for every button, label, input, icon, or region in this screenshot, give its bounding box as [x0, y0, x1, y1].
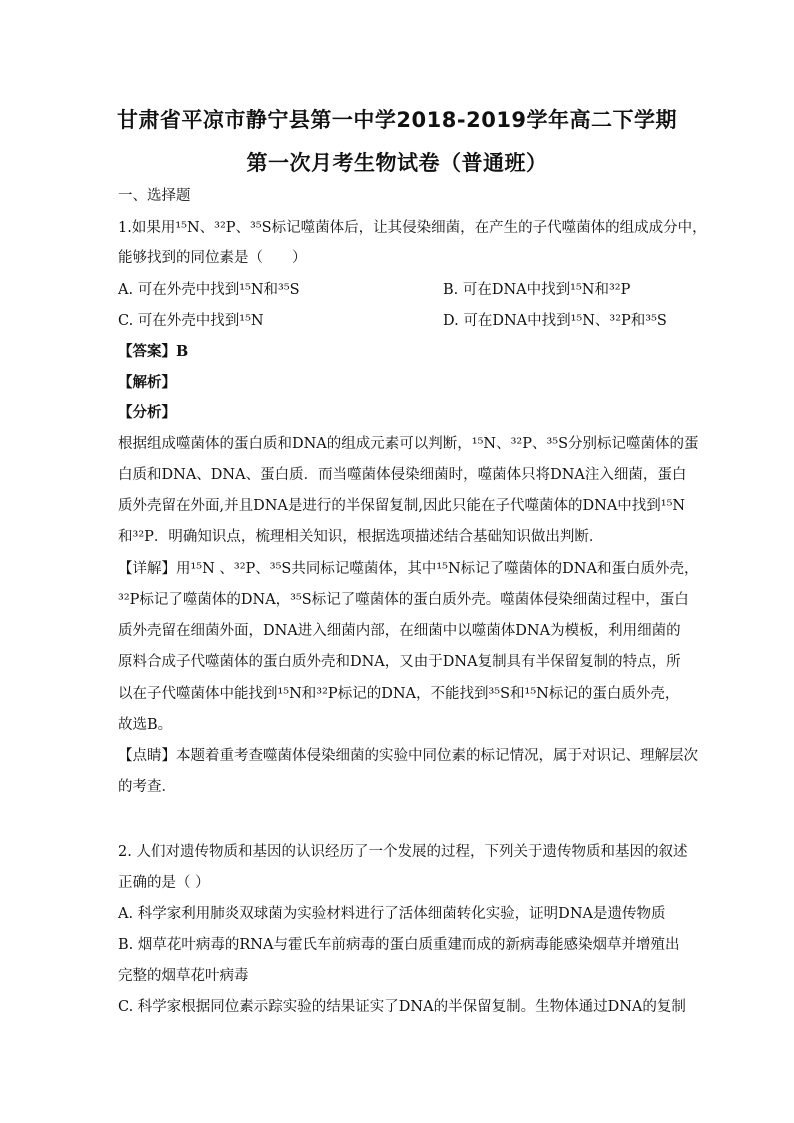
q2-option-b-line-1: B. 烟草花叶病毒的RNA与霍氏车前病毒的蛋白质重建而成的新病毒能感染烟草并增殖出	[118, 937, 680, 953]
q1-analysis-line-2: 白质和DNA、DNA、蛋白质．而当噬菌体侵染细菌时，噬菌体只将DNA注入细菌，蛋白	[118, 467, 687, 483]
q2-stem-line-2: 正确的是（ ）	[118, 875, 210, 891]
q2-option-a: A. 科学家利用肺炎双球菌为实验材料进行了活体细菌转化实验，证明DNA是遗传物质	[118, 906, 666, 922]
section-heading: 一、选择题	[118, 188, 191, 204]
q1-detail-line-1: 【详解】用¹⁵N 、³²P、³⁵S共同标记噬菌体，其中¹⁵N标记了噬菌体的DNA和蛋白质外壳，	[118, 561, 699, 577]
q2-option-c-line-1: C. 科学家根据同位素示踪实验的结果证实了DNA的半保留复制。生物体通过DNA的复制	[118, 999, 686, 1015]
q1-answer: 【答案】B	[118, 343, 189, 360]
q1-comment-line-2: 的考查．	[118, 779, 176, 795]
q2-option-b-line-2: 完整的烟草花叶病毒	[118, 968, 249, 984]
q1-stem-line-1: 1.如果用¹⁵N、³²P、³⁵S标记噬菌体后，让其侵染细菌，在产生的子代噬菌体的组成成分中，	[118, 220, 707, 236]
q1-fenxi-label: 【分析】	[118, 404, 176, 421]
q1-jiexi-label: 【解析】	[118, 374, 176, 391]
q1-option-c: C. 可在外壳中找到¹⁵N	[118, 313, 264, 329]
q1-comment-line-1: 【点睛】本题着重考查噬菌体侵染细菌的实验中同位素的标记情况，属于对识记、理解层次	[118, 748, 698, 764]
q1-detail-line-5: 以在子代噬菌体中能找到¹⁵N和³²P标记的DNA，不能找到³⁵S和¹⁵N标记的蛋白质外壳，	[118, 686, 680, 702]
q1-analysis-line-3: 质外壳留在外面,并且DNA是进行的半保留复制,因此只能在子代噬菌体的DNA中找到¹⁵N	[118, 498, 686, 514]
q1-detail-line-2: ³²P标记了噬菌体的DNA，³⁵S标记了噬菌体的蛋白质外壳。噬菌体侵染细菌过程中，蛋白	[118, 592, 689, 608]
q1-option-b: B. 可在DNA中找到¹⁵N和³²P	[443, 282, 631, 298]
document-title-line-2: 第一次月考生物试卷（普通班）	[246, 151, 548, 175]
q1-detail-line-3: 质外壳留在细菌外面，DNA进入细菌内部，在细菌中以噬菌体DNA为模板，利用细菌的	[118, 623, 681, 639]
q1-option-a: A. 可在外壳中找到¹⁵N和³⁵S	[118, 282, 300, 298]
q1-analysis-line-1: 根据组成噬菌体的蛋白质和DNA的组成元素可以判断，¹⁵N、³²P、³⁵S分别标记噬菌体的蛋	[118, 436, 699, 452]
q1-detail-line-4: 原料合成子代噬菌体的蛋白质外壳和DNA，又由于DNA复制具有半保留复制的特点，所	[118, 654, 681, 670]
q2-stem-line-1: 2. 人们对遗传物质和基因的认识经历了一个发展的过程，下列关于遗传物质和基因的叙述	[118, 844, 688, 860]
q1-stem-line-2: 能够找到的同位素是（ ）	[118, 250, 307, 266]
q1-analysis-line-4: 和³²P．明确知识点，梳理相关知识，根据选项描述结合基础知识做出判断．	[118, 529, 604, 545]
document-title-line-1: 甘肃省平凉市静宁县第一中学2018-2019学年高二下学期	[116, 108, 678, 132]
q1-detail-line-6: 故选B。	[118, 717, 173, 733]
q1-option-d: D. 可在DNA中找到¹⁵N、³²P和³⁵S	[443, 313, 667, 329]
